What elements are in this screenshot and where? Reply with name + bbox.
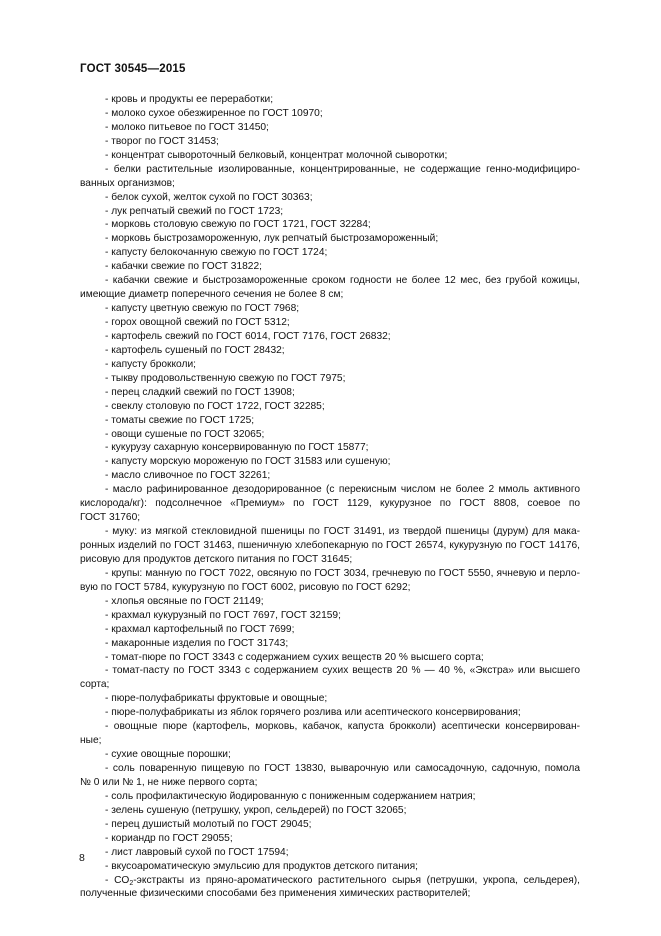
list-item: - пюре-полуфабрикаты фруктовые и овощные; bbox=[105, 693, 328, 705]
list-item: - томат-пасту по ГОСТ 3343 с содержанием сухих веществ 20 % — 40 %, «Экстра» или высшего bbox=[105, 665, 580, 677]
co2-subscript: 2 bbox=[129, 879, 134, 887]
page-header: ГОСТ 30545—2015 bbox=[80, 63, 186, 75]
list-item: - капусту морскую мороженую по ГОСТ 31583 или сушеную; bbox=[105, 456, 391, 468]
list-item: - творог по ГОСТ 31453; bbox=[105, 135, 219, 147]
list-item: - овощи сушеные по ГОСТ 32065; bbox=[105, 428, 265, 440]
list-item-continuation: ванных организмов; bbox=[80, 177, 175, 189]
list-item: - вкусоароматическую эмульсию для продуктов детского питания; bbox=[105, 860, 418, 872]
list-item: - белок сухой, желток сухой по ГОСТ 30363; bbox=[105, 191, 313, 203]
list-item: - макаронные изделия по ГОСТ 31743; bbox=[105, 637, 289, 649]
list-item-continuation: № 0 или № 1, не ниже первого сорта; bbox=[80, 776, 258, 788]
list-item: - кровь и продукты ее переработки; bbox=[105, 94, 274, 105]
list-item: - горох овощной свежий по ГОСТ 5312; bbox=[105, 317, 290, 328]
list-item-continuation: вую по ГОСТ 5784, кукурузную по ГОСТ 6002, рисовую по ГОСТ 6292; bbox=[80, 581, 411, 593]
list-item: - перец сладкий свежий по ГОСТ 13908; bbox=[105, 386, 295, 398]
list-item: - перец душистый молотый по ГОСТ 29045; bbox=[105, 818, 312, 830]
page-number: 8 bbox=[79, 852, 85, 864]
list-item: - зелень сушеную (петрушку, укроп, сельдерей) по ГОСТ 32065; bbox=[105, 804, 407, 816]
list-item: - свеклу столовую по ГОСТ 1722, ГОСТ 32285; bbox=[105, 400, 325, 412]
list-item: - соль профилактическую йодированную с пониженным содержанием натрия; bbox=[105, 790, 476, 802]
list-item: - сухие овощные порошки; bbox=[105, 749, 231, 761]
list-item: - морковь быстрозамороженную, лук репчатый быстрозамороженный; bbox=[105, 233, 439, 245]
list-item: - белки растительные изолированные, концентрированные, не содержащие генно-модифициро- bbox=[105, 163, 580, 175]
list-item: - кабачки свежие и быстрозамороженные сроком годности не более 12 мес, без грубой кожицы, bbox=[105, 275, 580, 287]
list-item: - кориандр по ГОСТ 29055; bbox=[105, 832, 233, 844]
list-item: - кукурузу сахарную консервированную по ГОСТ 15877; bbox=[105, 442, 369, 454]
list-item: - молоко питьевое по ГОСТ 31450; bbox=[105, 121, 269, 133]
list-item-continuation: сорта; bbox=[80, 679, 110, 691]
list-item: - лист лавровый сухой по ГОСТ 17594; bbox=[105, 846, 289, 858]
list-item: - капусту цветную свежую по ГОСТ 7968; bbox=[105, 303, 300, 315]
list-item: - томат-пюре по ГОСТ 3343 с содержанием сухих веществ 20 % высшего сорта; bbox=[105, 651, 484, 663]
list-item: - картофель свежий по ГОСТ 6014, ГОСТ 7176, ГОСТ 26832; bbox=[105, 330, 391, 342]
co2-rest: -экстракты из пряно-ароматического растительного сырья (петрушки, укропа, сельдерея), bbox=[133, 874, 581, 886]
list-item: - картофель сушеный по ГОСТ 28432; bbox=[105, 344, 285, 356]
list-item-continuation: кислорода/кг): подсолнечное «Премиум» по ГОСТ 1129, кукурузное по ГОСТ 8808, соевое по bbox=[80, 498, 580, 510]
list-item: - тыкву продовольственную свежую по ГОСТ 7975; bbox=[105, 372, 346, 384]
list-item-co2-extracts bbox=[80, 874, 580, 888]
list-item: - томаты свежие по ГОСТ 1725; bbox=[105, 414, 255, 426]
list-item: - капусту белокочанную свежую по ГОСТ 1724; bbox=[105, 247, 328, 259]
list-item: - масло сливочное по ГОСТ 32261; bbox=[105, 470, 271, 482]
list-item-continuation: имеющие диаметр поперечного сечения не более 8 см; bbox=[80, 289, 344, 301]
list-item: - капусту брокколи; bbox=[105, 358, 196, 370]
list-item: - крахмал картофельный по ГОСТ 7699; bbox=[105, 623, 295, 635]
list-item: - масло рафинированное дезодорированное (с перекисным числом не более 2 ммоль активного bbox=[105, 484, 580, 496]
list-item-continuation: полученные физическими способами без применения химических растворителей; bbox=[80, 888, 471, 900]
co2-prefix: - CO bbox=[105, 874, 130, 886]
list-item: - муку: из мягкой стекловидной пшеницы по ГОСТ 31491, из твердой пшеницы (дурум) для мака- bbox=[105, 526, 580, 538]
list-item: - овощные пюре (картофель, морковь, кабачок, капуста брокколи) асептически консервирован- bbox=[105, 721, 580, 733]
list-item: - лук репчатый свежий по ГОСТ 1723; bbox=[105, 205, 284, 217]
list-item: - соль поваренную пищевую по ГОСТ 13830, выварочную или самосадочную, садочную, помола bbox=[105, 763, 580, 774]
list-item-continuation: ные; bbox=[80, 735, 102, 747]
list-item: - кабачки свежие по ГОСТ 31822; bbox=[105, 261, 262, 273]
list-item: - молоко сухое обезжиренное по ГОСТ 10970; bbox=[105, 107, 323, 119]
list-item: - морковь столовую свежую по ГОСТ 1721, ГОСТ 32284; bbox=[105, 219, 371, 231]
document-body bbox=[80, 93, 580, 901]
list-item: - хлопья овсяные по ГОСТ 21149; bbox=[105, 595, 264, 607]
list-item: - пюре-полуфабрикаты из яблок горячего розлива или асептического консервирования; bbox=[105, 707, 521, 719]
list-item: - крахмал кукурузный по ГОСТ 7697, ГОСТ 32159; bbox=[105, 609, 341, 621]
list-item-continuation: ГОСТ 31760; bbox=[80, 512, 141, 524]
list-item-continuation: рисовую для продуктов детского питания по ГОСТ 31645; bbox=[80, 553, 353, 565]
list-item-continuation: ронных изделий по ГОСТ 31463, пшеничную хлебопекарную по ГОСТ 26574, кукурузную по ГОСТ 14176, bbox=[80, 540, 580, 551]
list-item: - крупы: манную по ГОСТ 7022, овсяную по ГОСТ 3034, гречневую по ГОСТ 5550, ячневую и перло- bbox=[105, 567, 580, 579]
list-item: - концентрат сывороточный белковый, концентрат молочной сыворотки; bbox=[105, 149, 448, 161]
